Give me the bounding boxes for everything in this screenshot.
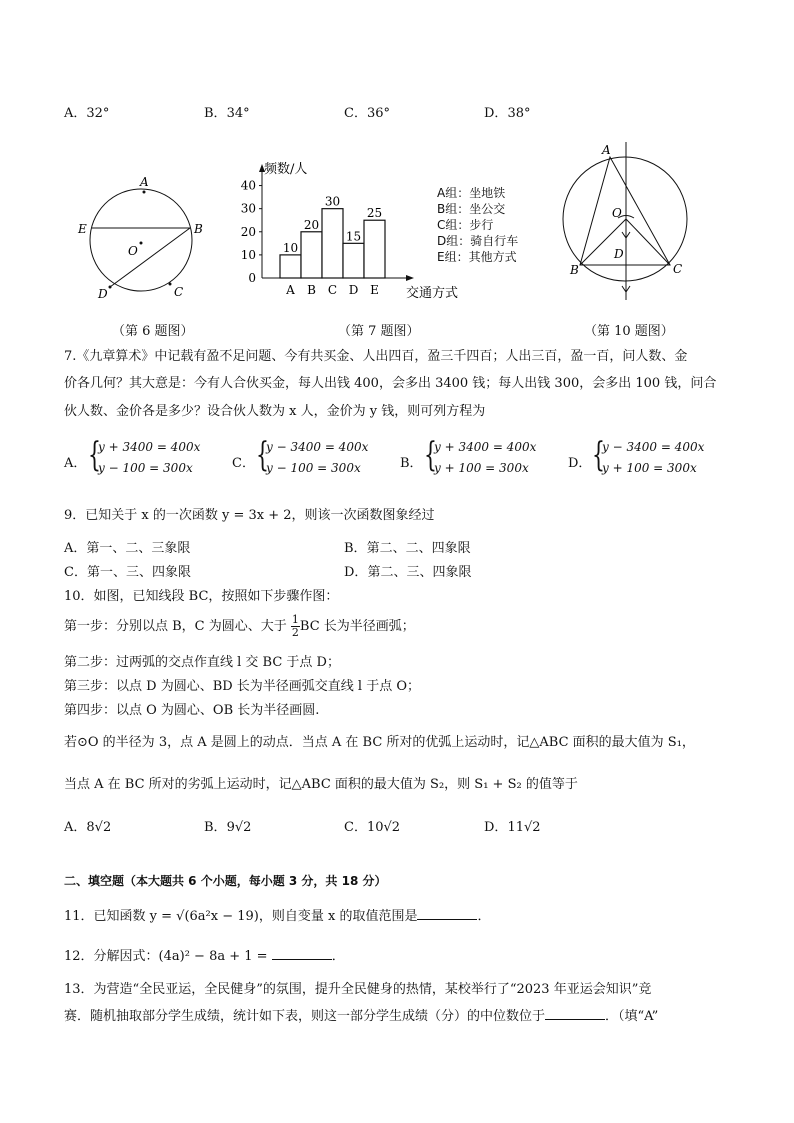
q7-option-b-eq2: y + 100 = 300x <box>434 461 529 475</box>
fig6-label-e: E <box>78 222 87 236</box>
figure-10-circle <box>558 140 698 305</box>
q11-answer-blank[interactable] <box>417 907 477 920</box>
y-tick-label: 10 <box>240 247 256 262</box>
option-value: 8√2 <box>86 820 112 835</box>
q13-line-2 <box>64 1005 658 1024</box>
q7-option-c-eq2: y − 100 = 300x <box>266 461 361 475</box>
option-value: 10√2 <box>366 820 401 835</box>
option-value: 36° <box>366 106 390 121</box>
q12-tail: ． <box>331 949 345 964</box>
legend-item: B组：坐公交 <box>437 202 506 216</box>
q10-condition-1: 若⊙O 的半径为 3，点 A 是圆上的动点．当点 A 在 BC 所对的优弧上运动时，记△ABC 面积的最大值为 S₁， <box>64 735 695 750</box>
fig7-caption: （第 7 题图） <box>338 324 420 339</box>
legend-item: C组：步行 <box>437 218 494 232</box>
option-text: 第二、三、四象限 <box>367 565 472 580</box>
option-text: 第一、三、四象限 <box>86 565 191 580</box>
x-axis-arrow <box>406 275 414 281</box>
q9-option-d <box>344 561 471 580</box>
fig10-caption: （第 10 题图） <box>584 324 674 339</box>
fig6-label-b: B <box>194 222 203 236</box>
option-label: B． <box>204 106 227 121</box>
q9-option-c <box>64 561 191 580</box>
q7-option-a-label: A． <box>64 456 87 471</box>
fig10-label-a: A <box>602 143 611 157</box>
step1-text-a: 第一步：分别以点 B，C 为圆心、大于 <box>64 619 287 634</box>
q11-tail: ． <box>477 909 491 924</box>
q9-option-b <box>344 537 471 556</box>
q12-answer-blank[interactable] <box>272 947 332 960</box>
x-tick-label: C <box>327 283 338 297</box>
option-label: D． <box>484 820 508 835</box>
q7-option-a-brace: { <box>88 435 101 475</box>
option-value: 9√2 <box>226 820 252 835</box>
chart-ylabel: 频数/人 <box>264 162 308 177</box>
fig6-caption: （第 6 题图） <box>112 324 194 339</box>
option-label: B． <box>344 541 367 556</box>
x-tick-label: B <box>307 283 316 297</box>
q7-line-1: 7.《九章算术》中记载有盈不足问题、今有共买金、人出四百，盈三千四百；人出三百，盈一百，问人数、金 <box>64 349 688 364</box>
q10-option-a <box>64 816 111 835</box>
y-tick-label: 0 <box>248 271 256 285</box>
option-text: 第一、二、三象限 <box>86 541 191 556</box>
option-value: 34° <box>226 106 250 121</box>
option-label: D． <box>344 565 368 580</box>
q10-stem: 10．如图，已知线段 BC，按照如下步骤作图： <box>64 589 339 604</box>
q-prev-option-d <box>484 102 530 121</box>
fig10-label-o: O <box>612 206 622 220</box>
q13-answer-blank[interactable] <box>545 1007 605 1020</box>
q10-step2: 第二步：过两弧的交点作直线 l 交 BC 于点 D； <box>64 655 340 670</box>
q7-line-3: 伙人数、金价各是多少？设合伙人数为 x 人，金价为 y 钱，则可列方程为 <box>64 404 486 419</box>
q9-stem: 9．已知关于 x 的一次函数 y = 3x + 2，则该一次函数图象经过 <box>64 508 435 523</box>
figure-6-circle <box>70 170 220 310</box>
x-tick-label: D <box>348 283 359 297</box>
option-value: 38° <box>507 106 531 121</box>
q11 <box>64 905 490 924</box>
bar-value-label: 20 <box>303 217 320 232</box>
half-fraction <box>291 614 300 639</box>
q7-option-b-brace: { <box>424 435 437 475</box>
section-2-title: 二、填空题（本大题共 6 个小题，每小题 3 分，共 18 分） <box>64 874 387 888</box>
legend-item: A组：坐地铁 <box>437 186 506 200</box>
bar-C <box>322 209 343 278</box>
option-value: 11√2 <box>507 820 541 835</box>
q12-text: 12．分解因式：(4a)² − 8a + 1 = <box>64 949 268 964</box>
bar-value-label: 30 <box>324 194 341 209</box>
option-label: A． <box>64 106 87 121</box>
fig6-label-o: O <box>128 244 138 258</box>
option-label: C． <box>344 106 367 121</box>
bar-value-label: 15 <box>345 229 362 244</box>
fig10-label-d: D <box>614 247 624 261</box>
q7-line-2: 价各几何？其大意是：今有人合伙买金，每人出钱 400，会多出 3400 钱；每人出钱 300，会多出 100 钱，问合 <box>64 376 717 391</box>
q10-option-d <box>484 816 541 835</box>
bar-A <box>280 255 301 278</box>
q10-step1 <box>64 614 415 639</box>
bar-E <box>364 220 385 278</box>
option-label: A． <box>64 820 87 835</box>
option-value: 32° <box>86 106 110 121</box>
q-prev-option-b <box>204 102 250 121</box>
q10-step3: 第三步：以点 D 为圆心、BD 长为半径画弧交直线 l 于点 O； <box>64 679 421 694</box>
q7-option-b-label: B． <box>400 456 423 471</box>
q13-tail: ．（填“A” <box>605 1009 659 1024</box>
chart-xlabel: 交通方式 <box>406 286 459 301</box>
option-label: C． <box>344 820 367 835</box>
bar-D <box>343 243 364 278</box>
q7-option-d-label: D． <box>568 456 592 471</box>
q7-option-d-brace: { <box>592 435 605 475</box>
option-label: B． <box>204 820 227 835</box>
fig6-label-d: D <box>98 287 108 301</box>
x-tick-label: E <box>370 283 379 297</box>
q10-option-c <box>344 816 400 835</box>
legend-item: D组：骑自行车 <box>437 234 519 248</box>
q-prev-option-a <box>64 102 109 121</box>
legend-item: E组：其他方式 <box>437 250 517 264</box>
fig6-label-a: A <box>140 175 149 189</box>
option-label: C． <box>64 565 87 580</box>
fig10-label-c: C <box>673 262 683 276</box>
option-text: 第二、二、四象限 <box>366 541 471 556</box>
q7-option-c-brace: { <box>256 435 269 475</box>
y-tick-label: 20 <box>240 224 256 239</box>
fraction-numerator: 1 <box>291 613 299 626</box>
fig10-label-b: B <box>570 263 579 277</box>
y-tick-label: 40 <box>240 178 256 193</box>
q7-option-d-eq2: y + 100 = 300x <box>602 461 697 475</box>
bar-value-label: 25 <box>366 206 383 221</box>
q7-option-a-eq2: y − 100 = 300x <box>98 461 193 475</box>
q11-text: 11．已知函数 y = √(6a²x − 19)，则自变量 x 的取值范围是 <box>64 909 418 924</box>
q10-option-b <box>204 816 251 835</box>
q10-step4: 第四步：以点 O 为圆心、OB 长为半径画圆. <box>64 703 320 718</box>
option-label: A． <box>64 541 87 556</box>
q-prev-option-c <box>344 102 390 121</box>
option-label: D． <box>484 106 508 121</box>
q7-option-c-label: C． <box>232 456 255 471</box>
q10-condition-2: 当点 A 在 BC 所对的劣弧上运动时，记△ABC 面积的最大值为 S₂，则 S₁ + S₂ 的值等于 <box>64 777 578 792</box>
q9-option-a <box>64 537 190 556</box>
fig7-legend <box>437 185 518 265</box>
q7-option-d-eq1: y − 3400 = 400x <box>602 440 705 454</box>
step1-text-b: BC 长为半径画弧； <box>299 619 415 634</box>
bar-B <box>301 232 322 278</box>
q7-option-c-eq1: y − 3400 = 400x <box>266 440 369 454</box>
q13-text: 赛．随机抽取部分学生成绩，统计如下表，则这一部分学生成绩（分）的中位数位于 <box>64 1009 546 1024</box>
q12 <box>64 945 345 964</box>
q7-option-b-eq1: y + 3400 = 400x <box>434 440 537 454</box>
y-tick-label: 30 <box>240 201 256 216</box>
q13-line-1: 13．为营造“全民亚运，全民健身”的氛围，提升全民健身的热情，某校举行了“2023 年亚运会知识”竞 <box>64 982 652 997</box>
fig6-label-c: C <box>174 285 184 299</box>
fraction-denominator: 2 <box>291 626 299 639</box>
bar-value-label: 10 <box>282 240 299 255</box>
x-tick-label: A <box>286 283 295 297</box>
q7-option-a-eq1: y + 3400 = 400x <box>98 440 201 454</box>
